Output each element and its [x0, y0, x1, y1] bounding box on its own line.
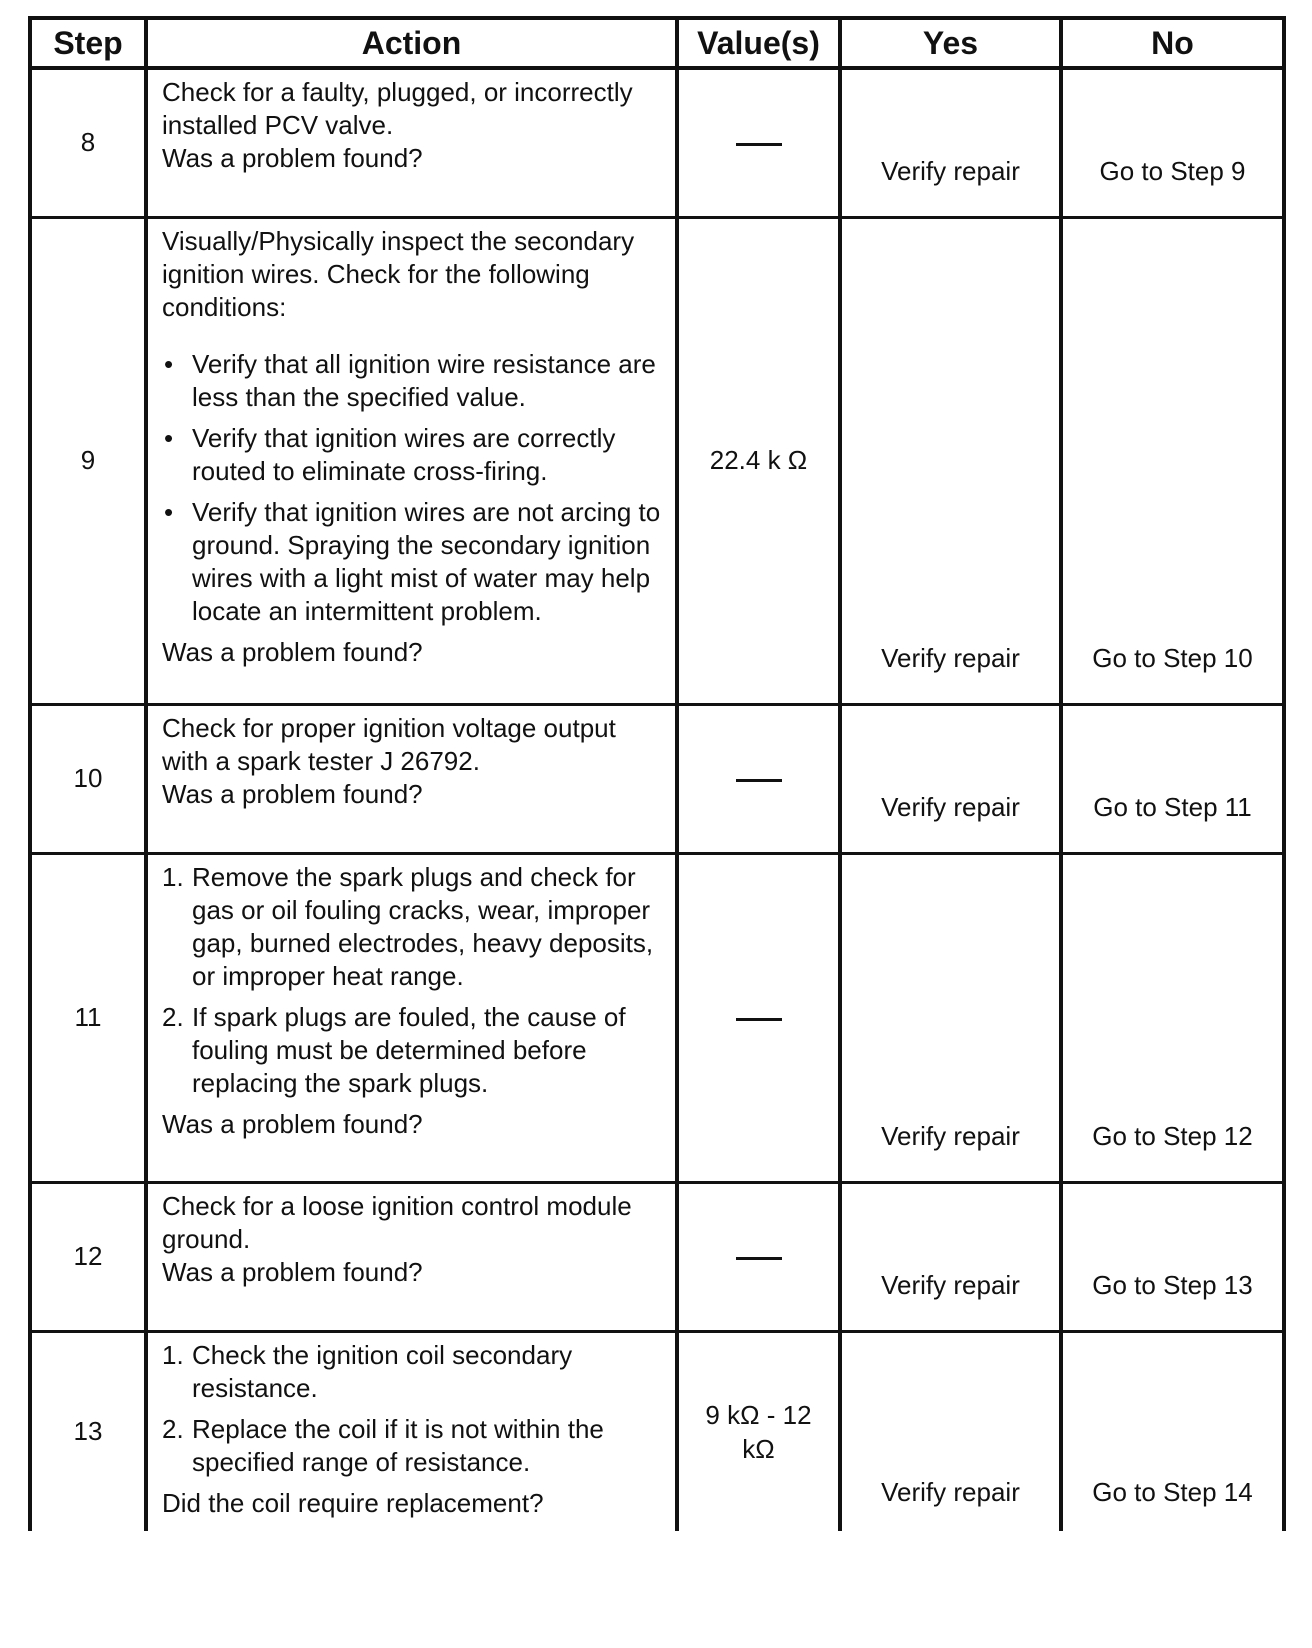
- resistance-value: 22.4 k Ω: [709, 445, 808, 475]
- action-text: Check for a loose ignition control module ground.: [162, 1190, 632, 1254]
- action-question: Was a problem found?: [162, 778, 423, 809]
- action-text: Check for proper ignition voltage output with a spark tester J 26792.: [162, 712, 616, 776]
- value-cell: [677, 68, 840, 217]
- action-cell: [146, 68, 677, 217]
- no-value-dash: [736, 143, 782, 146]
- no-value-dash: [736, 779, 782, 782]
- header-yes: Yes: [840, 18, 1061, 68]
- diagnostic-table-page: [28, 16, 1282, 1642]
- action-cell: [146, 217, 677, 704]
- no-cell: [1061, 704, 1284, 853]
- yes-cell: [840, 217, 1061, 704]
- action-cell: [146, 853, 677, 1182]
- yes-cell: [840, 68, 1061, 217]
- no-outcome: Go to Step 9: [1099, 155, 1246, 186]
- yes-cell: [840, 1331, 1061, 1531]
- resistance-range-line-2: kΩ: [742, 1433, 775, 1464]
- value-cell: [677, 853, 840, 1182]
- table-row-step-12: [30, 1182, 1284, 1331]
- action-text: Visually/Physically inspect the secondary ignition wires. Check for the following conditions:: [162, 225, 635, 322]
- list-item: 1. Check the ignition coil secondary resistance.: [162, 1339, 573, 1403]
- table-row-step-11: [30, 853, 1284, 1182]
- table-row-step-10: [30, 704, 1284, 853]
- list-item: • Verify that ignition wires are not arcing to ground. Spraying the secondary ignition wires with a light mist of water may help locate an intermittent problem.: [162, 496, 661, 628]
- header-step: Step: [30, 18, 146, 68]
- step-number: 9: [30, 217, 146, 704]
- no-cell: [1061, 217, 1284, 704]
- condition-list: [162, 348, 661, 628]
- value-cell: [677, 1182, 840, 1331]
- no-outcome: Go to Step 13: [1092, 1269, 1253, 1300]
- action-cell: [146, 704, 677, 853]
- list-item: 1. Remove the spark plugs and check for gas or oil fouling cracks, wear, improper gap, burned electrodes, heavy deposits, or improper heat range.: [162, 861, 654, 991]
- header-values: Value(s): [677, 18, 840, 68]
- list-item: 2. If spark plugs are fouled, the cause of fouling must be determined before replacing the spark plugs.: [162, 1001, 626, 1098]
- no-value-dash: [736, 1018, 782, 1021]
- step-number: 12: [30, 1182, 146, 1331]
- yes-cell: [840, 1182, 1061, 1331]
- yes-outcome: Verify repair: [881, 1269, 1020, 1300]
- action-question: Was a problem found?: [162, 636, 423, 667]
- procedure-list: [162, 1339, 661, 1479]
- action-question: Was a problem found?: [162, 1256, 423, 1287]
- yes-outcome: Verify repair: [881, 155, 1020, 186]
- step-number: 11: [30, 853, 146, 1182]
- table-row-step-9: [30, 217, 1284, 704]
- no-outcome: Go to Step 11: [1093, 791, 1252, 822]
- step-number: 8: [30, 68, 146, 217]
- header-no: No: [1061, 18, 1284, 68]
- header-row: [30, 18, 1284, 68]
- resistance-range-line-1: 9 kΩ - 12: [705, 1399, 812, 1430]
- yes-outcome: Verify repair: [881, 791, 1020, 822]
- list-item: 2. Replace the coil if it is not within the specified range of resistance.: [162, 1413, 604, 1477]
- yes-cell: [840, 853, 1061, 1182]
- no-outcome: Go to Step 10: [1092, 642, 1253, 673]
- list-item: • Verify that ignition wires are correctly routed to eliminate cross-firing.: [162, 422, 661, 488]
- action-question: Was a problem found?: [162, 1108, 423, 1139]
- no-cell: [1061, 853, 1284, 1182]
- step-number: 13: [30, 1331, 146, 1531]
- no-cell: [1061, 1182, 1284, 1331]
- yes-outcome: Verify repair: [881, 1477, 1020, 1507]
- no-value-dash: [736, 1257, 782, 1260]
- action-question: Did the coil require replacement?: [162, 1487, 544, 1518]
- table-row-step-8: [30, 68, 1284, 217]
- diagnostic-table: [28, 16, 1286, 1531]
- yes-outcome: Verify repair: [881, 642, 1020, 673]
- step-number: 10: [30, 704, 146, 853]
- action-text: Check for a faulty, plugged, or incorrectly installed PCV valve.: [162, 77, 633, 140]
- yes-outcome: Verify repair: [881, 1120, 1020, 1151]
- no-cell: [1061, 1331, 1284, 1531]
- no-outcome: Go to Step 14: [1092, 1477, 1253, 1507]
- action-question: Was a problem found?: [162, 143, 423, 173]
- action-cell: [146, 1331, 677, 1531]
- value-cell: [677, 1331, 840, 1531]
- action-cell: [146, 1182, 677, 1331]
- table-row-step-13: [30, 1331, 1284, 1531]
- list-item: • Verify that all ignition wire resistance are less than the specified value.: [162, 348, 661, 414]
- no-outcome: Go to Step 12: [1092, 1120, 1253, 1151]
- value-cell: [677, 704, 840, 853]
- value-cell: [677, 217, 840, 704]
- procedure-list: [162, 861, 661, 1100]
- yes-cell: [840, 704, 1061, 853]
- no-cell: [1061, 68, 1284, 217]
- header-action: Action: [146, 18, 677, 68]
